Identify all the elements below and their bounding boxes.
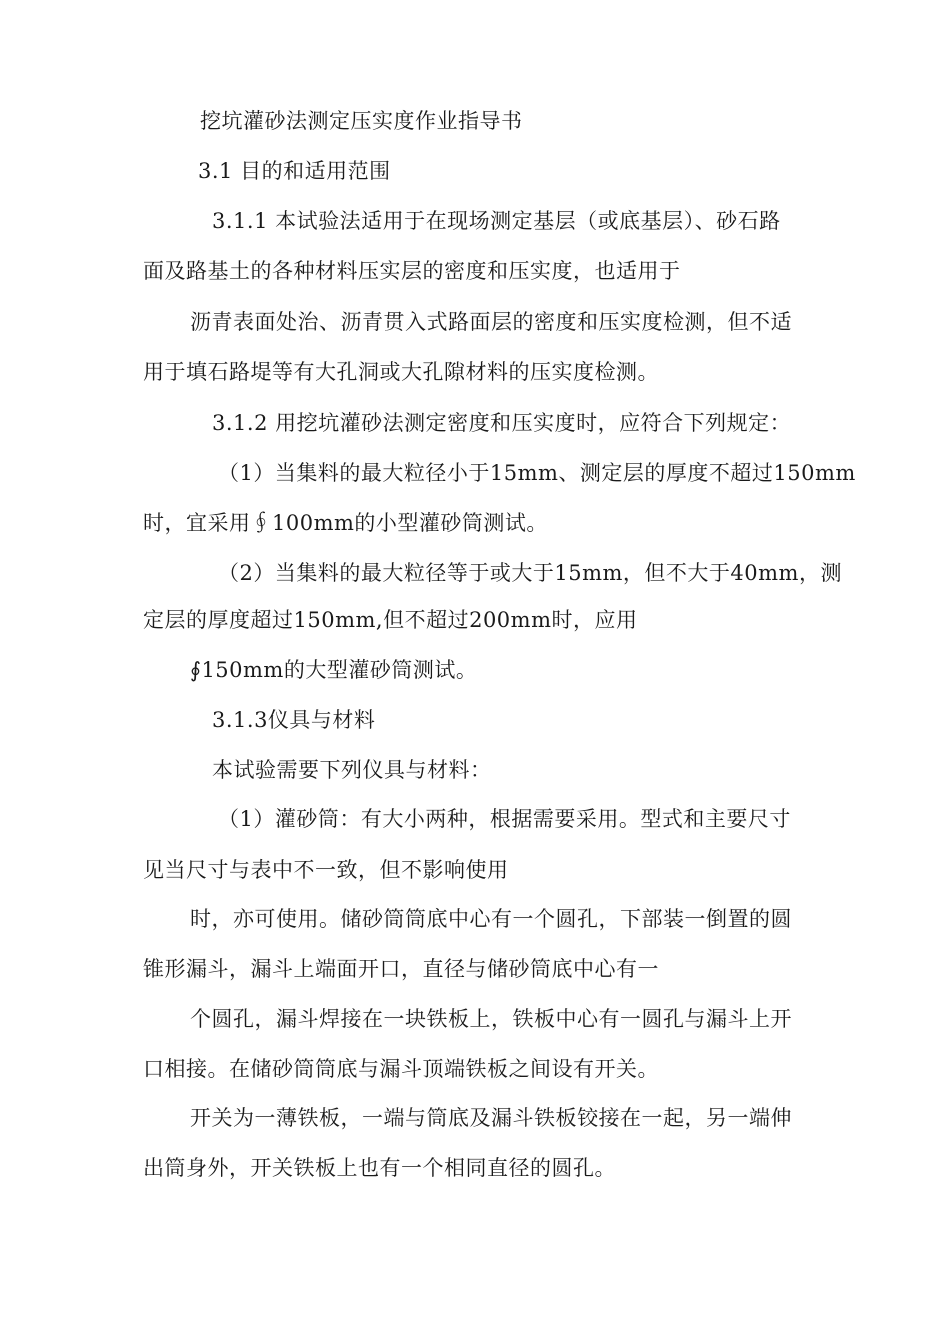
paragraph-line: 3.1.1 本试验法适用于在现场测定基层（或底基层）、砂石路 — [212, 209, 781, 233]
section-heading-3-1: 3.1 目的和适用范围 — [198, 159, 391, 183]
paragraph-line: 定层的厚度超过150mm,但不超过200mm时，应用 — [143, 608, 638, 632]
paragraph-line: 本试验需要下列仪具与材料： — [212, 758, 492, 782]
paragraph-line: 口相接。在储砂筒筒底与漏斗顶端铁板之间设有开关。 — [143, 1057, 659, 1081]
section-heading-3-1-3: 3.1.3仪具与材料 — [212, 708, 376, 732]
paragraph-line: 个圆孔，漏斗焊接在一块铁板上，铁板中心有一圆孔与漏斗上开 — [190, 1007, 792, 1031]
paragraph-line: 沥青表面处治、沥青贯入式路面层的密度和压实度检测，但不适 — [190, 310, 792, 334]
paragraph-line: 用于填石路堤等有大孔洞或大孔隙材料的压实度检测。 — [143, 360, 659, 384]
paragraph-line: 时，亦可使用。储砂筒筒底中心有一个圆孔，下部装一倒置的圆 — [190, 907, 792, 931]
document-title: 挖坑灌砂法测定压实度作业指导书 — [200, 109, 523, 133]
paragraph-line: 3.1.2 用挖坑灌砂法测定密度和压实度时，应符合下列规定： — [212, 411, 792, 435]
paragraph-line: （1）灌砂筒：有大小两种，根据需要采用。型式和主要尺寸 — [218, 807, 791, 831]
paragraph-line: 出筒身外，开关铁板上也有一个相同直径的圆孔。 — [143, 1156, 616, 1180]
paragraph-line: 开关为一薄铁板，一端与筒底及漏斗铁板铰接在一起，另一端伸 — [190, 1106, 792, 1130]
paragraph-line: （2）当集料的最大粒径等于或大于15mm，但不大于40mm，测 — [218, 561, 842, 585]
paragraph-line: 面及路基土的各种材料压实层的密度和压实度，也适用于 — [143, 259, 681, 283]
paragraph-line: 见当尺寸与表中不一致，但不影响使用 — [143, 858, 509, 882]
paragraph-line: 锥形漏斗，漏斗上端面开口，直径与储砂筒底中心有一 — [143, 957, 659, 981]
paragraph-line: （1）当集料的最大粒径小于15mm、测定层的厚度不超过150mm — [218, 461, 856, 485]
paragraph-line: ∮150mm的大型灌砂筒测试。 — [190, 658, 478, 682]
paragraph-line: 时，宜采用∮100mm的小型灌砂筒测试。 — [143, 511, 548, 535]
